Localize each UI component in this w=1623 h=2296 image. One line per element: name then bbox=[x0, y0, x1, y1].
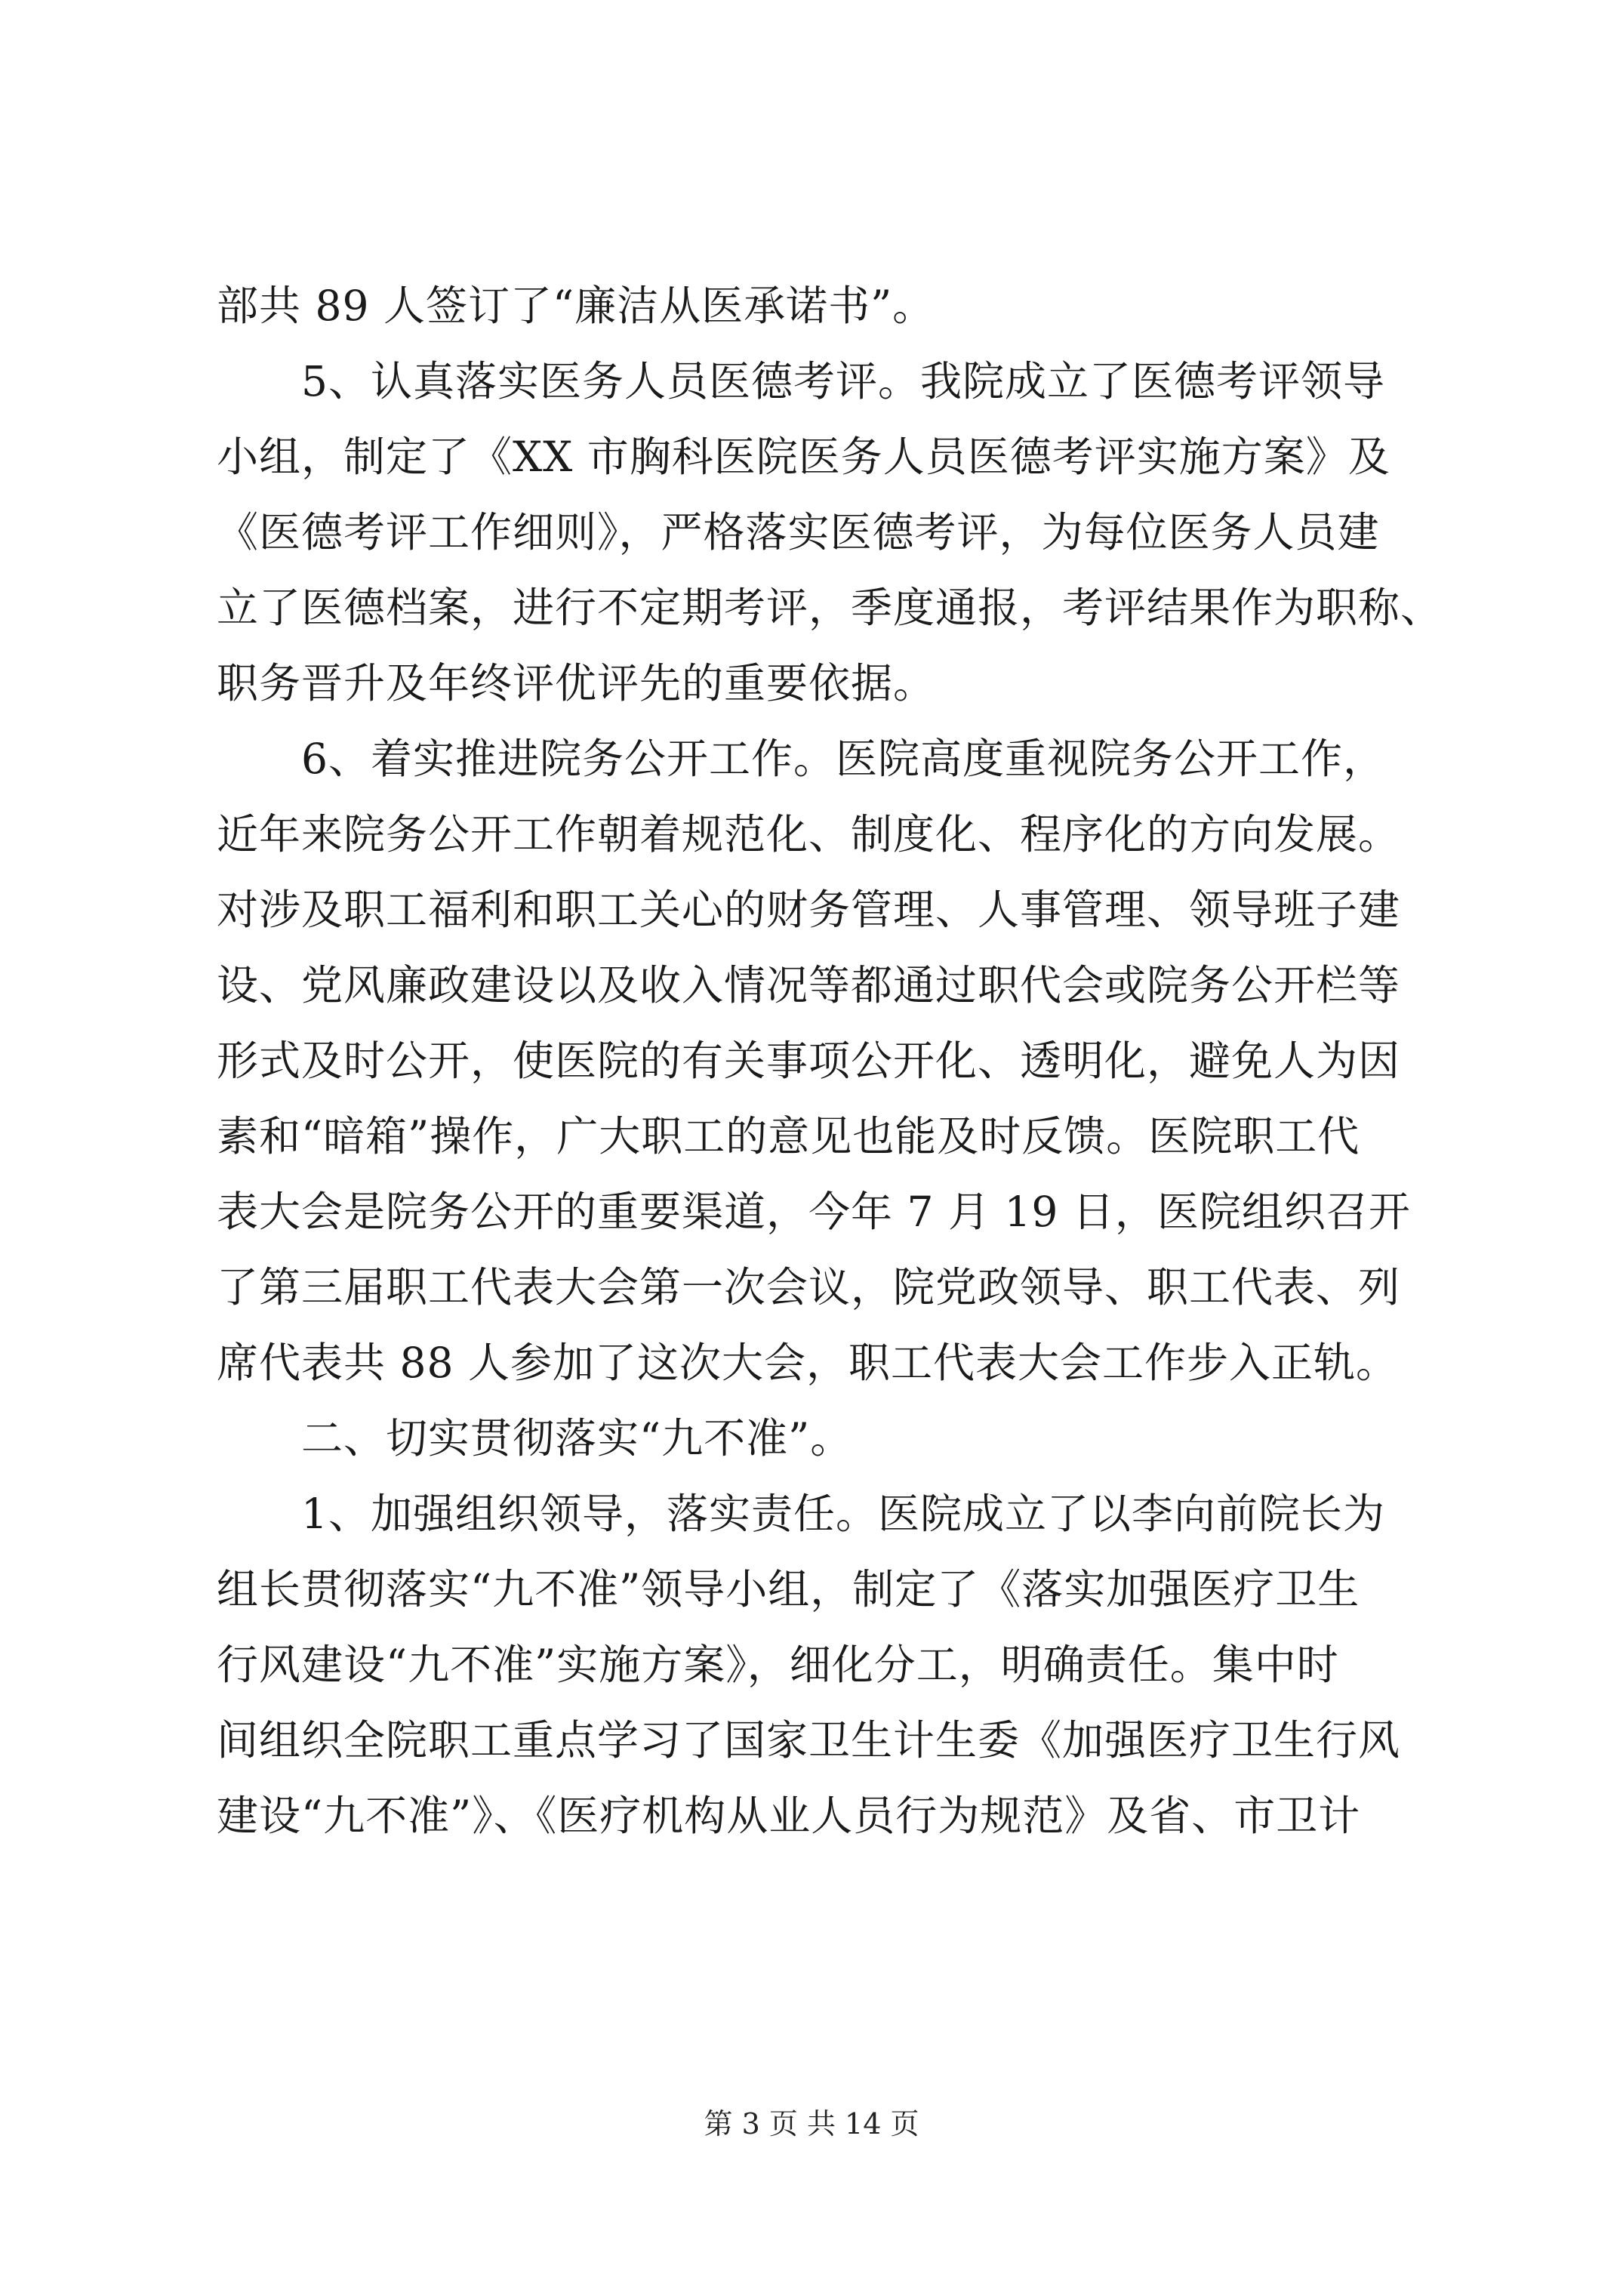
text-line: 5、认真落实医务人员医德考评。我院成立了医德考评领导 bbox=[301, 357, 1385, 405]
text-line: 1、加强组织领导，落实责任。医院成立了以李向前院长为 bbox=[301, 1490, 1385, 1538]
text-line: 对涉及职工福利和职工关心的财务管理、人事管理、领导班子建 bbox=[217, 886, 1401, 934]
text-line: 小组，制定了《XX 市胸科医院医务人员医德考评实施方案》及 bbox=[217, 433, 1390, 481]
text-line: 表大会是院务公开的重要渠道，今年 7 月 19 日，医院组织召开 bbox=[217, 1188, 1411, 1236]
text-line: 行风建设“九不准”实施方案》，细化分工，明确责任。集中时 bbox=[217, 1641, 1339, 1689]
text-line: 立了医德档案，进行不定期考评，季度通报，考评结果作为职称、 bbox=[217, 584, 1443, 632]
text-line: 组长贯彻落实“九不准”领导小组，制定了《落实加强医疗卫生 bbox=[217, 1565, 1360, 1613]
text-line: 职务晋升及年终评优评先的重要依据。 bbox=[217, 659, 936, 707]
text-line: 《医德考评工作细则》，严格落实医德考评，为每位医务人员建 bbox=[217, 508, 1380, 556]
text-line: 间组织全院职工重点学习了国家卫生计生委《加强医疗卫生行风 bbox=[217, 1716, 1401, 1764]
text-line: 6、着实推进院务公开工作。医院高度重视院务公开工作， bbox=[301, 735, 1385, 783]
text-line: 形式及时公开，使医院的有关事项公开化、透明化，避免人为因 bbox=[217, 1037, 1401, 1085]
text-line: 素和“暗箱”操作，广大职工的意见也能及时反馈。医院职工代 bbox=[217, 1112, 1360, 1160]
text-line: 设、党风廉政建设以及收入情况等都通过职代会或院务公开栏等 bbox=[217, 961, 1401, 1009]
text-line: 席代表共 88 人参加了这次大会，职工代表大会工作步入正轨。 bbox=[217, 1339, 1398, 1387]
section-heading: 二、切实贯彻落实“九不准”。 bbox=[301, 1414, 853, 1462]
text-line: 建设“九不准”》、《医疗机构从业人员行为规范》及省、市卫计 bbox=[217, 1792, 1361, 1840]
text-line: 部共 89 人签订了“廉洁从医承诺书”。 bbox=[217, 282, 935, 330]
page-number-footer: 第 3 页 共 14 页 bbox=[704, 2107, 919, 2140]
text-line: 了第三届职工代表大会第一次会议，院党政领导、职工代表、列 bbox=[217, 1263, 1401, 1311]
text-line: 近年来院务公开工作朝着规范化、制度化、程序化的方向发展。 bbox=[217, 810, 1401, 858]
